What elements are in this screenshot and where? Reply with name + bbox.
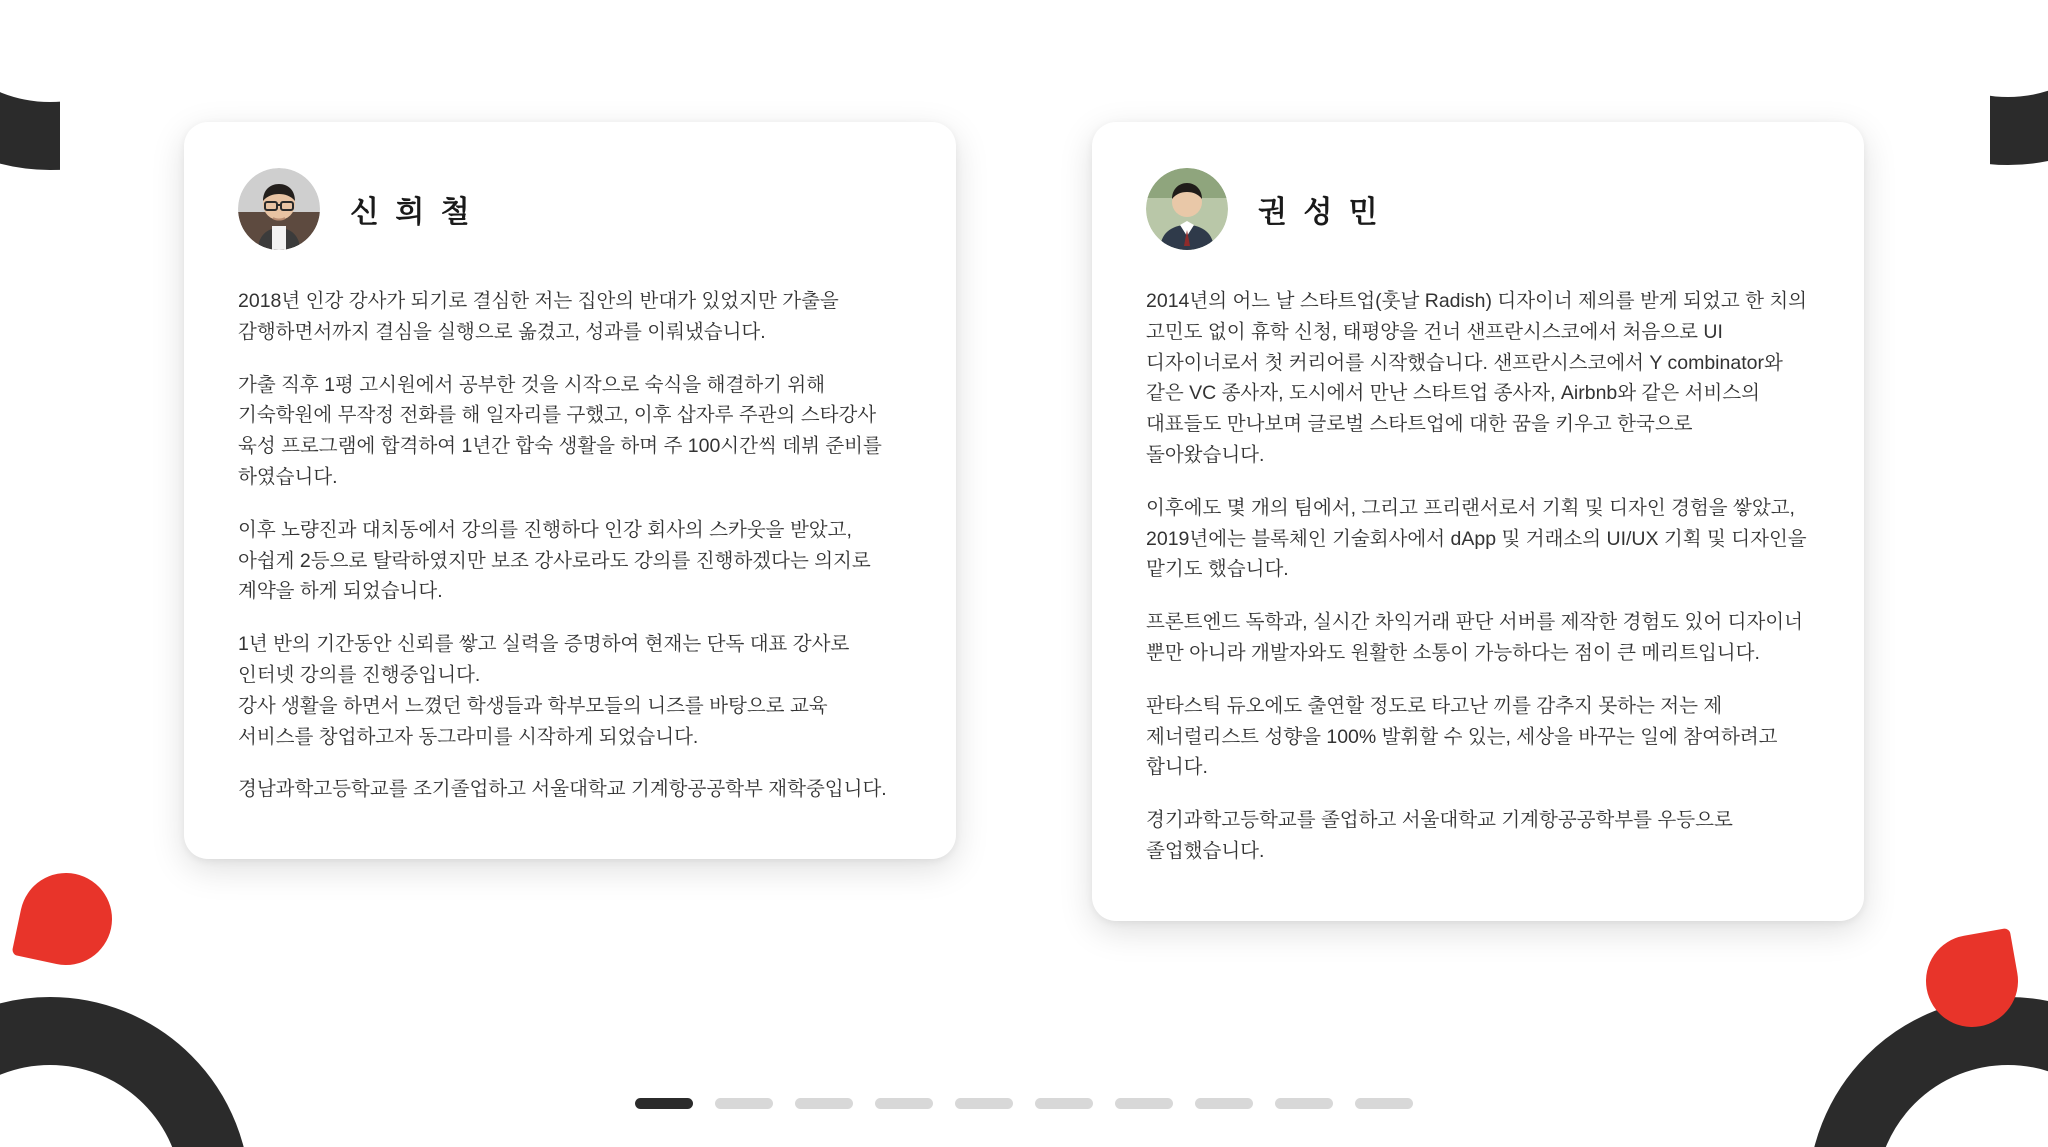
pager-dot[interactable] <box>955 1098 1013 1109</box>
person-photo-avatar <box>1146 168 1228 250</box>
profile-card-header <box>238 168 902 250</box>
person-name: 신 희 철 <box>350 196 474 229</box>
person-name: 권 성 민 <box>1258 196 1382 229</box>
bio-paragraph: 2018년 인강 강사가 되기로 결심한 저는 집안의 반대가 있었지만 가출을 감행하면서까지 결심을 실행으로 옮겼고, 성과를 이뤄냈습니다. <box>238 290 839 343</box>
bio-paragraph: 경기과학고등학교를 졸업하고 서울대학교 기계항공공학부를 우등으로 졸업했습니다. <box>1146 809 1733 862</box>
profile-bio <box>1146 286 1810 867</box>
bio-paragraph: 판타스틱 듀오에도 출연할 정도로 타고난 끼를 감추지 못하는 저는 제 제너럴리스트 성향을 100% 발휘할 수 있는, 세상을 바꾸는 일에 참여하려고 합니다. <box>1146 694 1778 779</box>
bio-paragraph: 이후 노량진과 대치동에서 강의를 진행하다 인강 회사의 스카웃을 받았고, 아쉽게 2등으로 탈락하였지만 보조 강사로라도 강의를 진행하겠다는 의지로 계약을 하게 되었습니다. <box>238 518 871 603</box>
bio-paragraph: 경남과학고등학교를 조기졸업하고 서울대학교 기계항공공학부 재학중입니다. <box>238 778 887 801</box>
slide-pager[interactable] <box>0 1098 2048 1109</box>
profile-card <box>1092 122 1864 921</box>
pager-dot[interactable] <box>795 1098 853 1109</box>
pager-dot[interactable] <box>1275 1098 1333 1109</box>
person-photo-avatar <box>238 168 320 250</box>
pager-dot[interactable] <box>1355 1098 1413 1109</box>
bio-paragraph: 프론트엔드 독학과, 실시간 차익거래 판단 서버를 제작한 경험도 있어 디자이너 뿐만 아니라 개발자와도 원활한 소통이 가능하다는 점이 큰 메리트입니다. <box>1146 611 1803 664</box>
pager-dot[interactable] <box>635 1098 693 1109</box>
pager-dot[interactable] <box>875 1098 933 1109</box>
pager-dot[interactable] <box>1115 1098 1173 1109</box>
bio-paragraph: 가출 직후 1평 고시원에서 공부한 것을 시작으로 숙식을 해결하기 위해 기숙학원에 무작정 전화를 해 일자리를 구했고, 이후 삽자루 주관의 스타강사 육성 프로그램에 합격하여 1년간 합숙 생활을 하며 주 100시간씩 데뷔 준비를 하였습니다. <box>238 373 882 488</box>
bio-paragraph: 이후에도 몇 개의 팀에서, 그리고 프리랜서로서 기획 및 디자인 경험을 쌓았고, 2019년에는 블록체인 기술회사에서 dApp 및 거래소의 UI/UX 기획 및 디자인을 맡기도 했습니다. <box>1146 496 1807 581</box>
profile-card <box>184 122 956 859</box>
bio-paragraph: 강사 생활을 하면서 느꼈던 학생들과 학부모들의 니즈를 바탕으로 교육 서비스를 창업하고자 동그라미를 시작하게 되었습니다. <box>238 694 828 748</box>
pager-dot[interactable] <box>715 1098 773 1109</box>
bio-paragraph: 2014년의 어느 날 스타트업(훗날 Radish) 디자이너 제의를 받게 되었고 한 치의 고민도 없이 휴학 신청, 태평양을 건너 샌프란시스코에서 처음으로 UI 디자이너로서 첫 커리어를 시작했습니다. 샌프란시스코에서 Y combinator와 같은 VC 종사자, 도시에서 만난 스타트업 종사자, Airbnb와 같은 서비스의 대표들도 만나보며 글로벌 스타트업에 대한 꿈을 키우고 한국으로 돌아왔습니다. <box>1146 290 1808 466</box>
pager-dot[interactable] <box>1195 1098 1253 1109</box>
pager-dot[interactable] <box>1035 1098 1093 1109</box>
profile-card-header <box>1146 168 1810 250</box>
bio-paragraph: 1년 반의 기간동안 신뢰를 쌓고 실력을 증명하여 현재는 단독 대표 강사로 인터넷 강의를 진행중입니다. <box>238 633 850 686</box>
profile-bio <box>238 286 902 805</box>
